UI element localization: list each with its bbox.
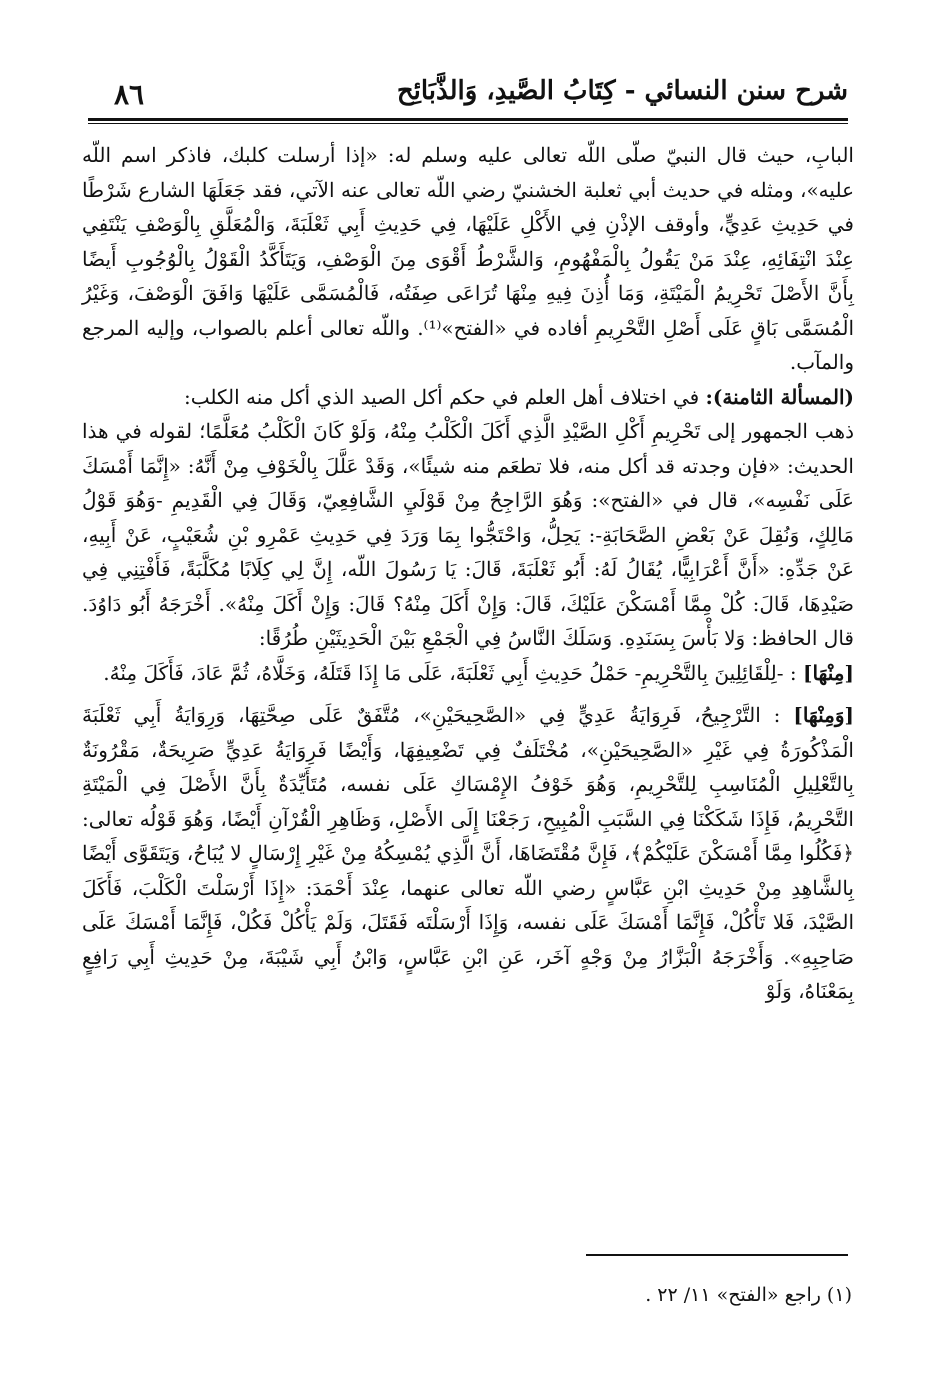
page-number: ٨٦	[114, 78, 145, 111]
paragraph-gap	[82, 690, 854, 698]
question-text: في اختلاف أهل العلم في حكم أكل الصيد الذي أكل منه الكلب:	[183, 384, 700, 409]
page-body	[82, 138, 854, 1009]
wa-minha-heading: [وَمِنْهَا]	[793, 703, 855, 727]
wa-minha-text: : التَّرْجِيحُ، فَرِوَايَةُ عَدِيٍّ فِي «الصَّحِيحَيْنِ»، مُتَّفَقٌ عَلَى صِحَّتِهَا، وَرِوَايَةُ أَبِي ثَعْلَبَةَ الْمَذْكُورَةُ فِي غَيْرِ «الصَّحِيحَيْنِ»، مُخْتَلَفٌ فِي تَضْعِيفِهَا، وَأَيْضًا فَرِوَايَةُ عَدِيٍّ صَرِيحَةٌ، مَقْرُونَةٌ بِالتَّعْلِيلِ الْمُنَاسِبِ لِلتَّحْرِيمِ، وَهُوَ خَوْفُ الإِمْسَاكِ عَلَى نفسه، مُتَأَيِّدَةٌ بِأَنَّ الأَصْلَ فِي الْمَيْتَةِ التَّحْرِيمُ، فَإِذَا شَكَكْنَا فِي السَّبَبِ الْمُبِيحِ، رَجَعْنَا إِلَى الأَصْلِ، وَظَاهِرِ الْقُرْآنِ أَيْضًا، وَهُوَ قَوْلُه تعالى: ﴿فَكُلُوا مِمَّا أَمْسَكْنَ عَلَيْكُمْ﴾، فَإِنَّ مُقْتَضَاهَا، أَنَّ الَّذِي يُمْسِكُهُ مِنْ غَيْرِ إِرْسَالٍ لا يُبَاحُ، وَيَتَقَوَّى أَيْضًا بِالشَّاهِدِ مِنْ حَدِيثِ ابْنِ عَبَّاسٍ رضي اللّه تعالى عنهما، عِنْدَ أَحْمَدَ: «إِذَا أَرْسَلْتَ الْكَلْبَ، فَأَكَلَ الصَّيْدَ، فَلا تَأْكُلْ، فَإِنَّمَا أَمْسَكَ عَلَى نفسه، وَإِذَا أَرْسَلْتَه فَقَتَلَ، وَلَمْ يَأْكُلْ فَكُلْ، فَإِنَّمَا أَمْسَكَ عَلَى صَاحِبِهِ». وَأَخْرَجَهُ الْبَزَّارُ مِنْ وَجْهٍ آخَر، عَنِ ابْنِ عَبَّاسٍ، وَابْنُ أَبِي شَيْبَةَ، مِنْ حَدِيثِ أَبِي رَافِعٍ بِمَعْنَاهُ، وَلَوْ	[82, 703, 854, 1003]
running-header	[88, 76, 848, 118]
paragraph-minha	[82, 656, 854, 691]
paragraph-question-8	[82, 380, 854, 415]
header-rule-thick	[88, 118, 848, 121]
question-heading: (المسألة الثامنة):	[705, 384, 854, 409]
minha-heading: [مِنْهَا]	[803, 660, 854, 685]
paragraph-2: ذهب الجمهور إلى تَحْرِيمِ أَكْلِ الصَّيْدِ الَّذِي أَكَلَ الْكَلْبُ مِنْهُ، وَلَوْ كَانَ الْكَلْبُ مُعَلَّمًا؛ لقوله في هذا الحديث: «فإن وجدته قد أكل منه، فلا تطعَم منه شيئًا»، وَقَدْ عَلَّلَ بِالْخَوْفِ مِنْ أَنَّهُ: «إِنَّمَا أَمْسَكَ عَلَى نَفْسِه»، قال في «الفتح»: وَهُوَ الرَّاجِحُ مِنْ قَوْلَيِ الشَّافِعِيّ، وَقَالَ فِي الْقَدِيمِ -وَهُوَ قَوْلُ مَالِكٍ، وَنُقِلَ عَنْ بَعْضِ الصَّحَابَةِ-: يَحِلُّ، وَاحْتَجُّوا بِمَا وَرَدَ فِي حَدِيثِ عَمْرِو بْنِ شُعَيْبٍ، عَنْ أَبِيهِ، عَنْ جَدِّهِ: «أَنَّ أَعْرَابِيًّا، يُقَالُ لَهُ: أَبُو ثَعْلَبَةَ، قَالَ: يَا رَسُولَ اللّه، إِنَّ لِي كِلَابًا مُكَلَّبَةً، فَأَفْتِنِي فِي صَيْدِهَا، قَالَ: كُلْ مِمَّا أَمْسَكْنَ عَلَيْكَ، قَالَ: وَإِنْ أَكَلَ مِنْهُ؟ قَالَ: وَإِنْ أَكَلَ مِنْهُ». أَخْرَجَهُ أَبُو دَاوُدَ. قال الحافظ: وَلا بَأْسَ بِسَنَدِهِ. وَسَلَكَ النَّاسُ فِي الْجَمْعِ بَيْنَ الْحَدِيثَيْنِ طُرُقًا:	[82, 419, 854, 650]
header-rule-thin	[88, 123, 848, 124]
footnote-rule	[586, 1254, 848, 1256]
footnote: (١) راجع «الفتح» ١١/ ٢٢ .	[645, 1284, 852, 1306]
paragraph-wa-minha	[82, 698, 854, 1009]
page-header-title: شرح سنن النسائي - كِتَابُ الصَّيدِ، وَالذَّبَائِح	[396, 76, 848, 106]
paragraph-1: البابِ، حيث قال النبيّ صلّى اللّه تعالى عليه وسلم له: «إذا أرسلت كلبك، فاذكر اسم اللّه عليه»، ومثله في حديث أبي ثعلبة الخشنيّ رضي اللّه تعالى عنه الآتي، فقد جَعَلَهَا الشارع شَرْطًا في حَدِيثِ عَدِيٍّ، وأوقف الإذْنِ فِي الأَكْلِ عَلَيْهَا، فِي حَدِيثِ أَبِي ثَعْلَبَةَ، وَالْمُعَلَّقِ بِالْوَصْفِ يَنْتَفِي عِنْدَ انْتِفَائِهِ، عِنْدَ مَنْ يَقُولُ بِالْمَفْهُومِ، وَالشَّرْطُ أَقْوَى مِنَ الْوَصْفِ، وَيَتَأَكَّدُ الْقَوْلُ بِالْوُجُوبِ أَيضًا بِأَنَّ الأَصْلَ تَحْرِيمُ الْمَيْتَةِ، وَمَا أُذِنَ فِيهِ مِنْهَا تُرَاعَى صِفَتُه، فَالْمُسَمَّى عَلَيْهَا وَافَقَ الْوَصْفَ، وَغَيْرُ الْمُسَمَّى بَاقٍ عَلَى أَصْلِ التَّحْرِيمِ أفاده في «الفتح»⁽¹⁾. واللّه تعالى أعلم بالصواب، وإليه المرجع والمآب.	[82, 143, 855, 374]
minha-text: : -لِلْقَائِلِينَ بِالتَّحْرِيمِ- حَمْلُ حَدِيثِ أَبِي ثَعْلَبَةَ، عَلَى مَا إِذَا قَتَلَهُ، وَخَلَّاهُ، ثُمَّ عَادَ، فَأَكَلَ مِنْهُ.	[103, 660, 797, 685]
